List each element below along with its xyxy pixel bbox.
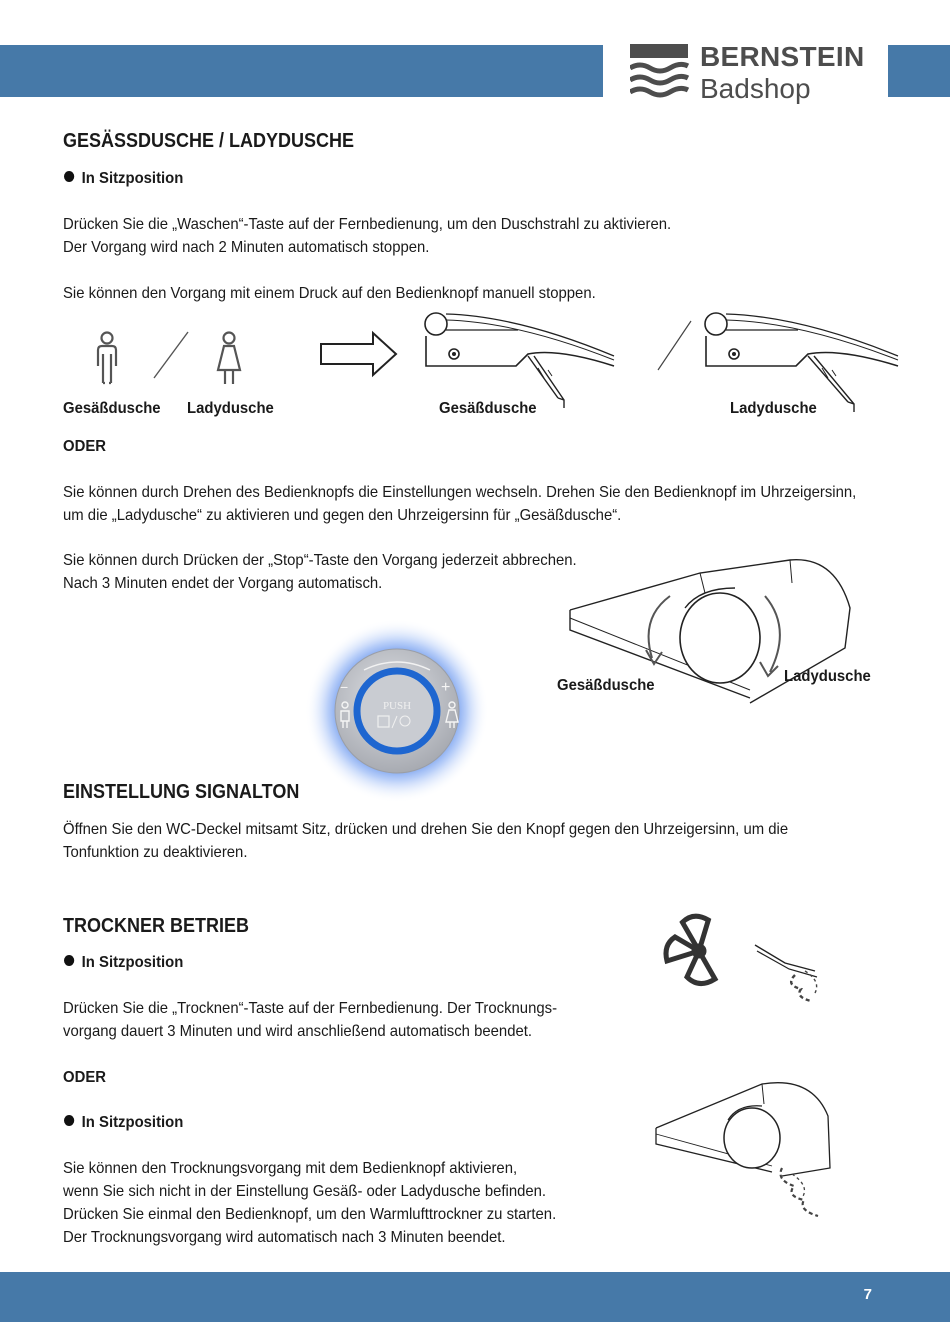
paragraph-text: Sie können durch Drücken der „Stop“-Taste den Vorgang jederzeit abbrechen. <box>63 552 577 569</box>
paragraph-text: Drücken Sie die „Waschen“-Taste auf der Fernbedienung, um den Duschstrahl zu aktivieren. <box>63 216 672 233</box>
bullet-seated: In Sitzposition <box>64 170 183 188</box>
paragraph-text: Drücken Sie einmal den Bedienknopf, um den Warmlufttrockner zu starten. <box>63 1206 557 1223</box>
section-title-bidet: GESÄSSDUSCHE / LADYDUSCHE <box>63 130 355 152</box>
page-number: 7 <box>863 1286 872 1303</box>
paragraph-text: Der Trocknungsvorgang wird automatisch nach 3 Minuten beendet. <box>63 1229 506 1246</box>
paragraph-text: Sie können den Vorgang mit einem Druck auf den Bedienknopf manuell stoppen. <box>63 285 596 302</box>
knob-label-lady: Ladydusche <box>784 668 871 685</box>
paragraph-text: Sie können durch Drehen des Bedienknopfs die Einstellungen wechseln. Drehen Sie den Bedienknopf im Uhrzeigersinn, <box>63 484 857 501</box>
brand-name: BERNSTEIN <box>700 41 865 72</box>
header-bar-right <box>888 45 950 97</box>
fan-dryer-figure <box>655 905 840 1015</box>
brand-logo <box>627 40 877 104</box>
wave-logo-icon <box>630 44 692 104</box>
label-icon-lady: Ladydusche <box>187 400 274 417</box>
paragraph-text: wenn Sie sich nicht in der Einstellung Gesäß- oder Ladydusche befinden. <box>63 1183 547 1200</box>
paragraph-text: Drücken Sie die „Trocknen“-Taste auf der Fernbedienung. Der Trocknungs- <box>63 1000 558 1017</box>
person-icons-figure <box>88 328 248 390</box>
knob-dryer-figure <box>652 1076 837 1232</box>
oder-label: ODER <box>63 438 106 455</box>
control-knob-button-image <box>304 618 490 804</box>
bullet-seated: In Sitzposition <box>64 954 183 972</box>
section-title-dryer: TROCKNER BETRIEB <box>63 915 250 937</box>
fan-icon <box>666 915 715 983</box>
brand-sub: Badshop <box>700 73 811 104</box>
bullet-seated: In Sitzposition <box>64 1114 183 1132</box>
paragraph-text: Der Vorgang wird nach 2 Minuten automatisch stoppen. <box>63 239 430 256</box>
svg-text:−: − <box>340 679 349 695</box>
paragraph-text: Öffnen Sie den WC-Deckel mitsamt Sitz, drücken und drehen Sie den Knopf gegen den Uhrzeigersinn, um die <box>63 821 789 838</box>
paragraph-text: Tonfunktion zu deaktivieren. <box>63 844 248 861</box>
paragraph-text: um die „Ladydusche“ zu aktivieren und gegen den Uhrzeigersinn für „Gesäßdusche“. <box>63 507 622 524</box>
male-person-icon <box>98 333 116 384</box>
oder-label: ODER <box>63 1069 106 1086</box>
paragraph-text: Sie können den Trocknungsvorgang mit dem Bedienknopf aktivieren, <box>63 1160 518 1177</box>
button-push-text: PUSH <box>382 700 412 712</box>
right-arrow-icon <box>318 330 400 378</box>
section-title-signal: EINSTELLUNG SIGNALTON <box>63 781 300 803</box>
footer-bar <box>0 1272 950 1322</box>
separator-slash-2 <box>655 318 695 374</box>
label-fig-lady: Ladydusche <box>730 400 817 417</box>
svg-text:+: + <box>441 679 451 696</box>
paragraph-text: Nach 3 Minuten endet der Vorgang automatisch. <box>63 575 383 592</box>
paragraph-text: vorgang dauert 3 Minuten und wird anschließend automatisch beendet. <box>63 1023 533 1040</box>
female-person-icon <box>218 333 240 385</box>
nozzle-lady-figure <box>700 308 900 412</box>
label-icon-rear: Gesäßdusche <box>63 400 161 417</box>
label-fig-rear: Gesäßdusche <box>439 400 537 417</box>
separator-slash <box>154 332 188 378</box>
knob-label-rear: Gesäßdusche <box>557 677 655 694</box>
nozzle-rear-figure <box>418 308 616 412</box>
header-bar-left <box>0 45 603 97</box>
